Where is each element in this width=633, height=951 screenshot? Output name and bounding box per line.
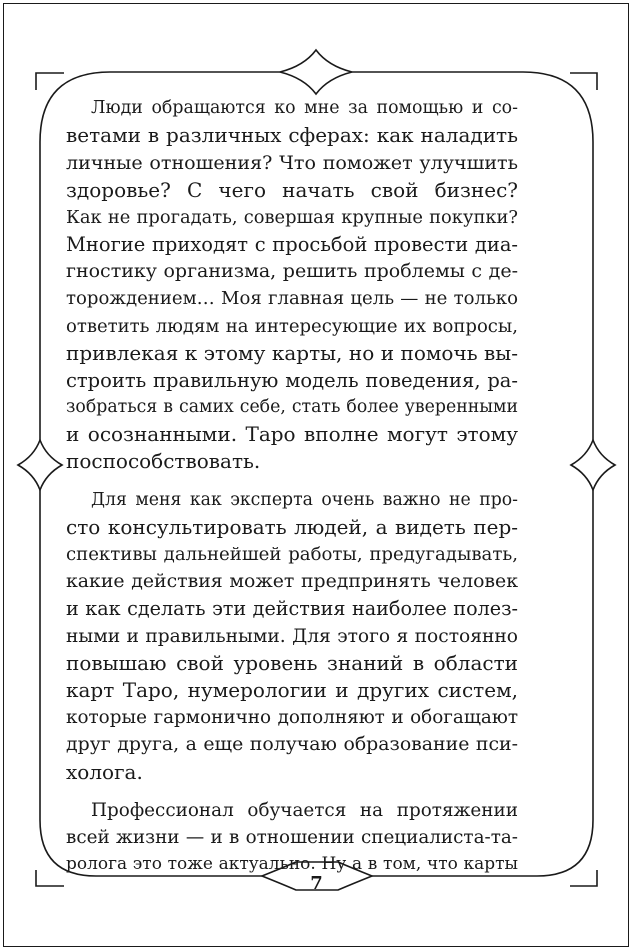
- text-line: повышаю свой уровень знаний в области: [66, 650, 518, 675]
- left-diamond-ornament: [18, 440, 62, 490]
- text-line: Многие приходят с просьбой провести диа-: [66, 232, 518, 256]
- text-line: поспособствовать.: [66, 449, 261, 474]
- body-text: [66, 95, 518, 878]
- text-line: карт Таро, нумерологии и других систем,: [66, 677, 518, 702]
- text-line: ответить людям на интересующие их вопросы,: [66, 315, 518, 337]
- text-line: Как не прогадать, совершая крупные покупки?: [66, 206, 518, 228]
- text-line: ветами в различных сферах: как наладить: [66, 123, 518, 148]
- text-line: ными и правильными. Для этого я постоянно: [66, 625, 518, 647]
- text-line: ролога это тоже актуально. Ну а в том, что карты: [66, 854, 518, 875]
- text-line: и как сделать эти действия наиболее полез-: [66, 597, 518, 621]
- text-line: привлекая к этому карты, но и помочь вы-: [66, 340, 518, 365]
- text-line: торождением… Моя главная цель — не только: [66, 288, 518, 310]
- paragraph-1: [66, 95, 518, 476]
- paragraph-gap: [66, 476, 518, 487]
- text-line: и осознанными. Таро вполне могут этому: [66, 422, 518, 447]
- paragraph-3: [66, 797, 518, 879]
- text-line: Люди обращаются ко мне за помощью и со-: [91, 98, 518, 118]
- text-line: всей жизни — и в отношении специалиста-та-: [66, 826, 518, 848]
- text-line: Для меня как эксперта очень важно не про-: [91, 489, 518, 510]
- text-line: сто консультировать людей, а видеть пер-: [66, 514, 518, 539]
- text-line: здоровье? С чего начать свой бизнес?: [66, 177, 518, 202]
- text-line: какие действия может предпринять человек: [66, 570, 518, 593]
- text-line: строить правильную модель поведения, ра-: [66, 368, 518, 392]
- text-line: спективы дальнейшей работы, предугадывать,: [66, 544, 518, 565]
- top-diamond-ornament: [280, 50, 352, 94]
- paragraph-gap: [66, 786, 518, 797]
- right-diamond-ornament: [571, 440, 615, 490]
- paragraph-2: [66, 487, 518, 786]
- text-line: зобраться в самих себе, стать более уверенными: [66, 397, 518, 418]
- text-line: друг друга, а еще получаю образование пси-: [66, 733, 518, 756]
- text-line: холога.: [66, 759, 143, 784]
- text-line: гностику организма, решить проблемы с де-: [66, 260, 518, 283]
- text-line: личные отношения? Что поможет улучшить: [66, 151, 518, 175]
- text-line: Профессионал обучается на протяжении: [91, 799, 518, 821]
- text-line: которые гармонично дополняют и обогащают: [66, 707, 518, 729]
- page-number: 7: [310, 873, 323, 894]
